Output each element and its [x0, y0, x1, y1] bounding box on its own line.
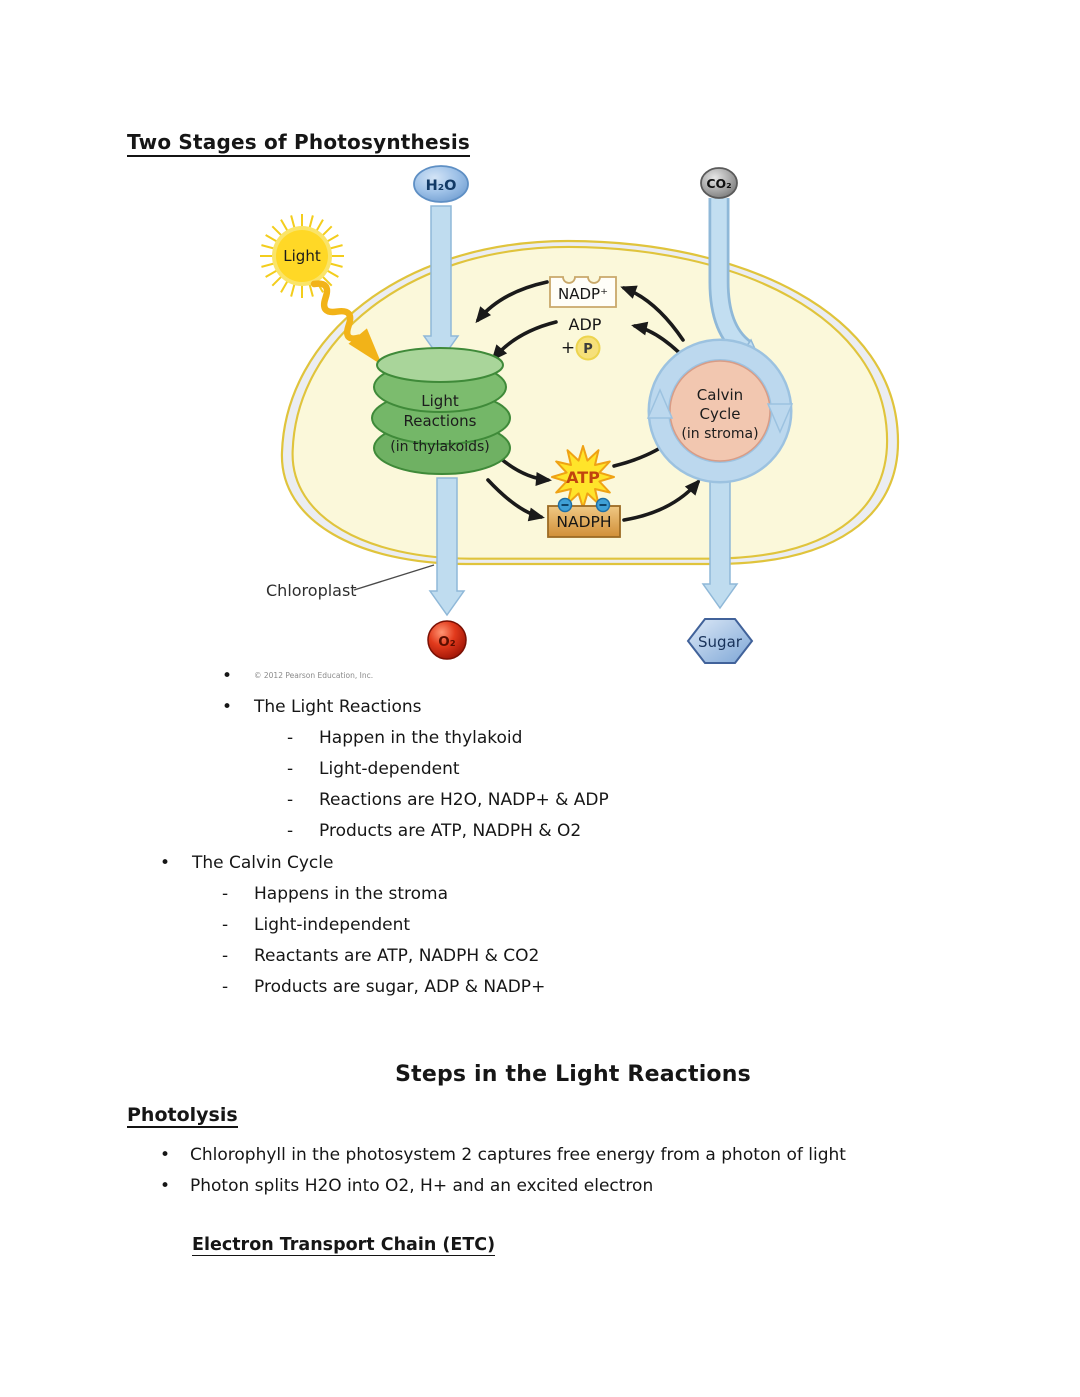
photolysis-bullet-row [160, 1144, 846, 1166]
photosynthesis-diagram [258, 160, 903, 680]
photosynthesis-diagram-svg [258, 160, 903, 680]
calvin-line1: Calvin [696, 386, 744, 404]
dash-icon: - [222, 977, 229, 997]
note-text: Happen in the thylakoid [319, 728, 523, 748]
thylakoid-stack [372, 348, 510, 474]
chloroplast-label: Chloroplast [266, 581, 357, 600]
note-text: Happens in the stroma [254, 884, 448, 904]
bullet-icon: • [160, 853, 171, 873]
dash-icon: - [222, 915, 229, 935]
h2o-molecule [414, 166, 468, 202]
note-text: The Calvin Cycle [192, 853, 334, 873]
dash-icon: - [287, 821, 294, 841]
light-sun-icon [260, 214, 344, 298]
co2-label: CO₂ [706, 176, 732, 191]
outline-row [222, 883, 448, 905]
nadp-box [550, 277, 616, 307]
note-text: Products are sugar, ADP & NADP+ [254, 977, 546, 997]
outline-row [222, 976, 545, 998]
phosphate-label: P [583, 342, 593, 357]
photolysis-bullet: Photon splits H2O into O2, H+ and an excited electron [190, 1176, 654, 1196]
note-text: Light-dependent [319, 759, 460, 779]
dash-icon: - [222, 946, 229, 966]
outline-row [287, 820, 581, 842]
light-reactions-line3: (in thylakoids) [390, 439, 490, 455]
electron-dot-icon [559, 499, 572, 512]
calvin-line2: Cycle [699, 405, 741, 423]
atp-label: ATP [566, 468, 600, 487]
light-reactions-line1: Light [421, 392, 459, 410]
bullet-icon: • [222, 666, 233, 686]
bullet-icon: • [160, 1176, 171, 1196]
note-text: Reactants are ATP, NADPH & CO2 [254, 946, 540, 966]
outline-row [222, 945, 539, 967]
outline-row [287, 727, 522, 749]
dash-icon: - [287, 759, 294, 779]
dash-icon: - [287, 728, 294, 748]
calvin-line3: (in stroma) [681, 426, 759, 442]
calvin-cycle-ring [648, 350, 792, 472]
sugar-hexagon [688, 619, 752, 663]
page-title: Two Stages of Photosynthesis [127, 130, 470, 157]
adp-label: ADP [568, 315, 602, 334]
bullet-icon: • [222, 697, 233, 717]
note-text: Reactions are H2O, NADP+ & ADP [319, 790, 609, 810]
electron-dot-icon [597, 499, 610, 512]
outline-row [160, 852, 333, 874]
photolysis-bullet: Chlorophyll in the photosystem 2 captures free energy from a photon of light [190, 1145, 846, 1165]
outline-row [222, 696, 422, 718]
sugar-label: Sugar [698, 633, 742, 651]
light-reactions-line2: Reactions [403, 412, 477, 430]
o2-label: O₂ [438, 634, 456, 650]
note-text: Light-independent [254, 915, 411, 935]
h2o-label: H₂O [425, 178, 457, 194]
nadph-label: NADPH [556, 513, 612, 531]
plus-sign: + [560, 338, 576, 358]
outline-row [222, 665, 373, 687]
photolysis-heading: Photolysis [127, 1104, 238, 1126]
nadp-label: NADP⁺ [558, 285, 608, 303]
outline-row [287, 789, 609, 811]
phosphate-icon [577, 337, 600, 360]
dash-icon: - [287, 790, 294, 810]
bullet-icon: • [160, 1145, 171, 1165]
light-label: Light [283, 247, 321, 265]
o2-molecule [428, 621, 466, 659]
outline-row [222, 914, 410, 936]
dash-icon: - [222, 884, 229, 904]
etc-heading: Electron Transport Chain (ETC) [192, 1235, 496, 1255]
outline-row [287, 758, 460, 780]
chloroplast-pointer-line [354, 565, 434, 590]
co2-molecule [701, 168, 737, 198]
note-text: The Light Reactions [254, 697, 422, 717]
photolysis-bullet-row [160, 1175, 653, 1197]
note-text: Products are ATP, NADPH & O2 [319, 821, 582, 841]
credit-text: © 2012 Pearson Education, Inc. [254, 671, 374, 680]
section-heading: Steps in the Light Reactions [395, 1062, 751, 1087]
